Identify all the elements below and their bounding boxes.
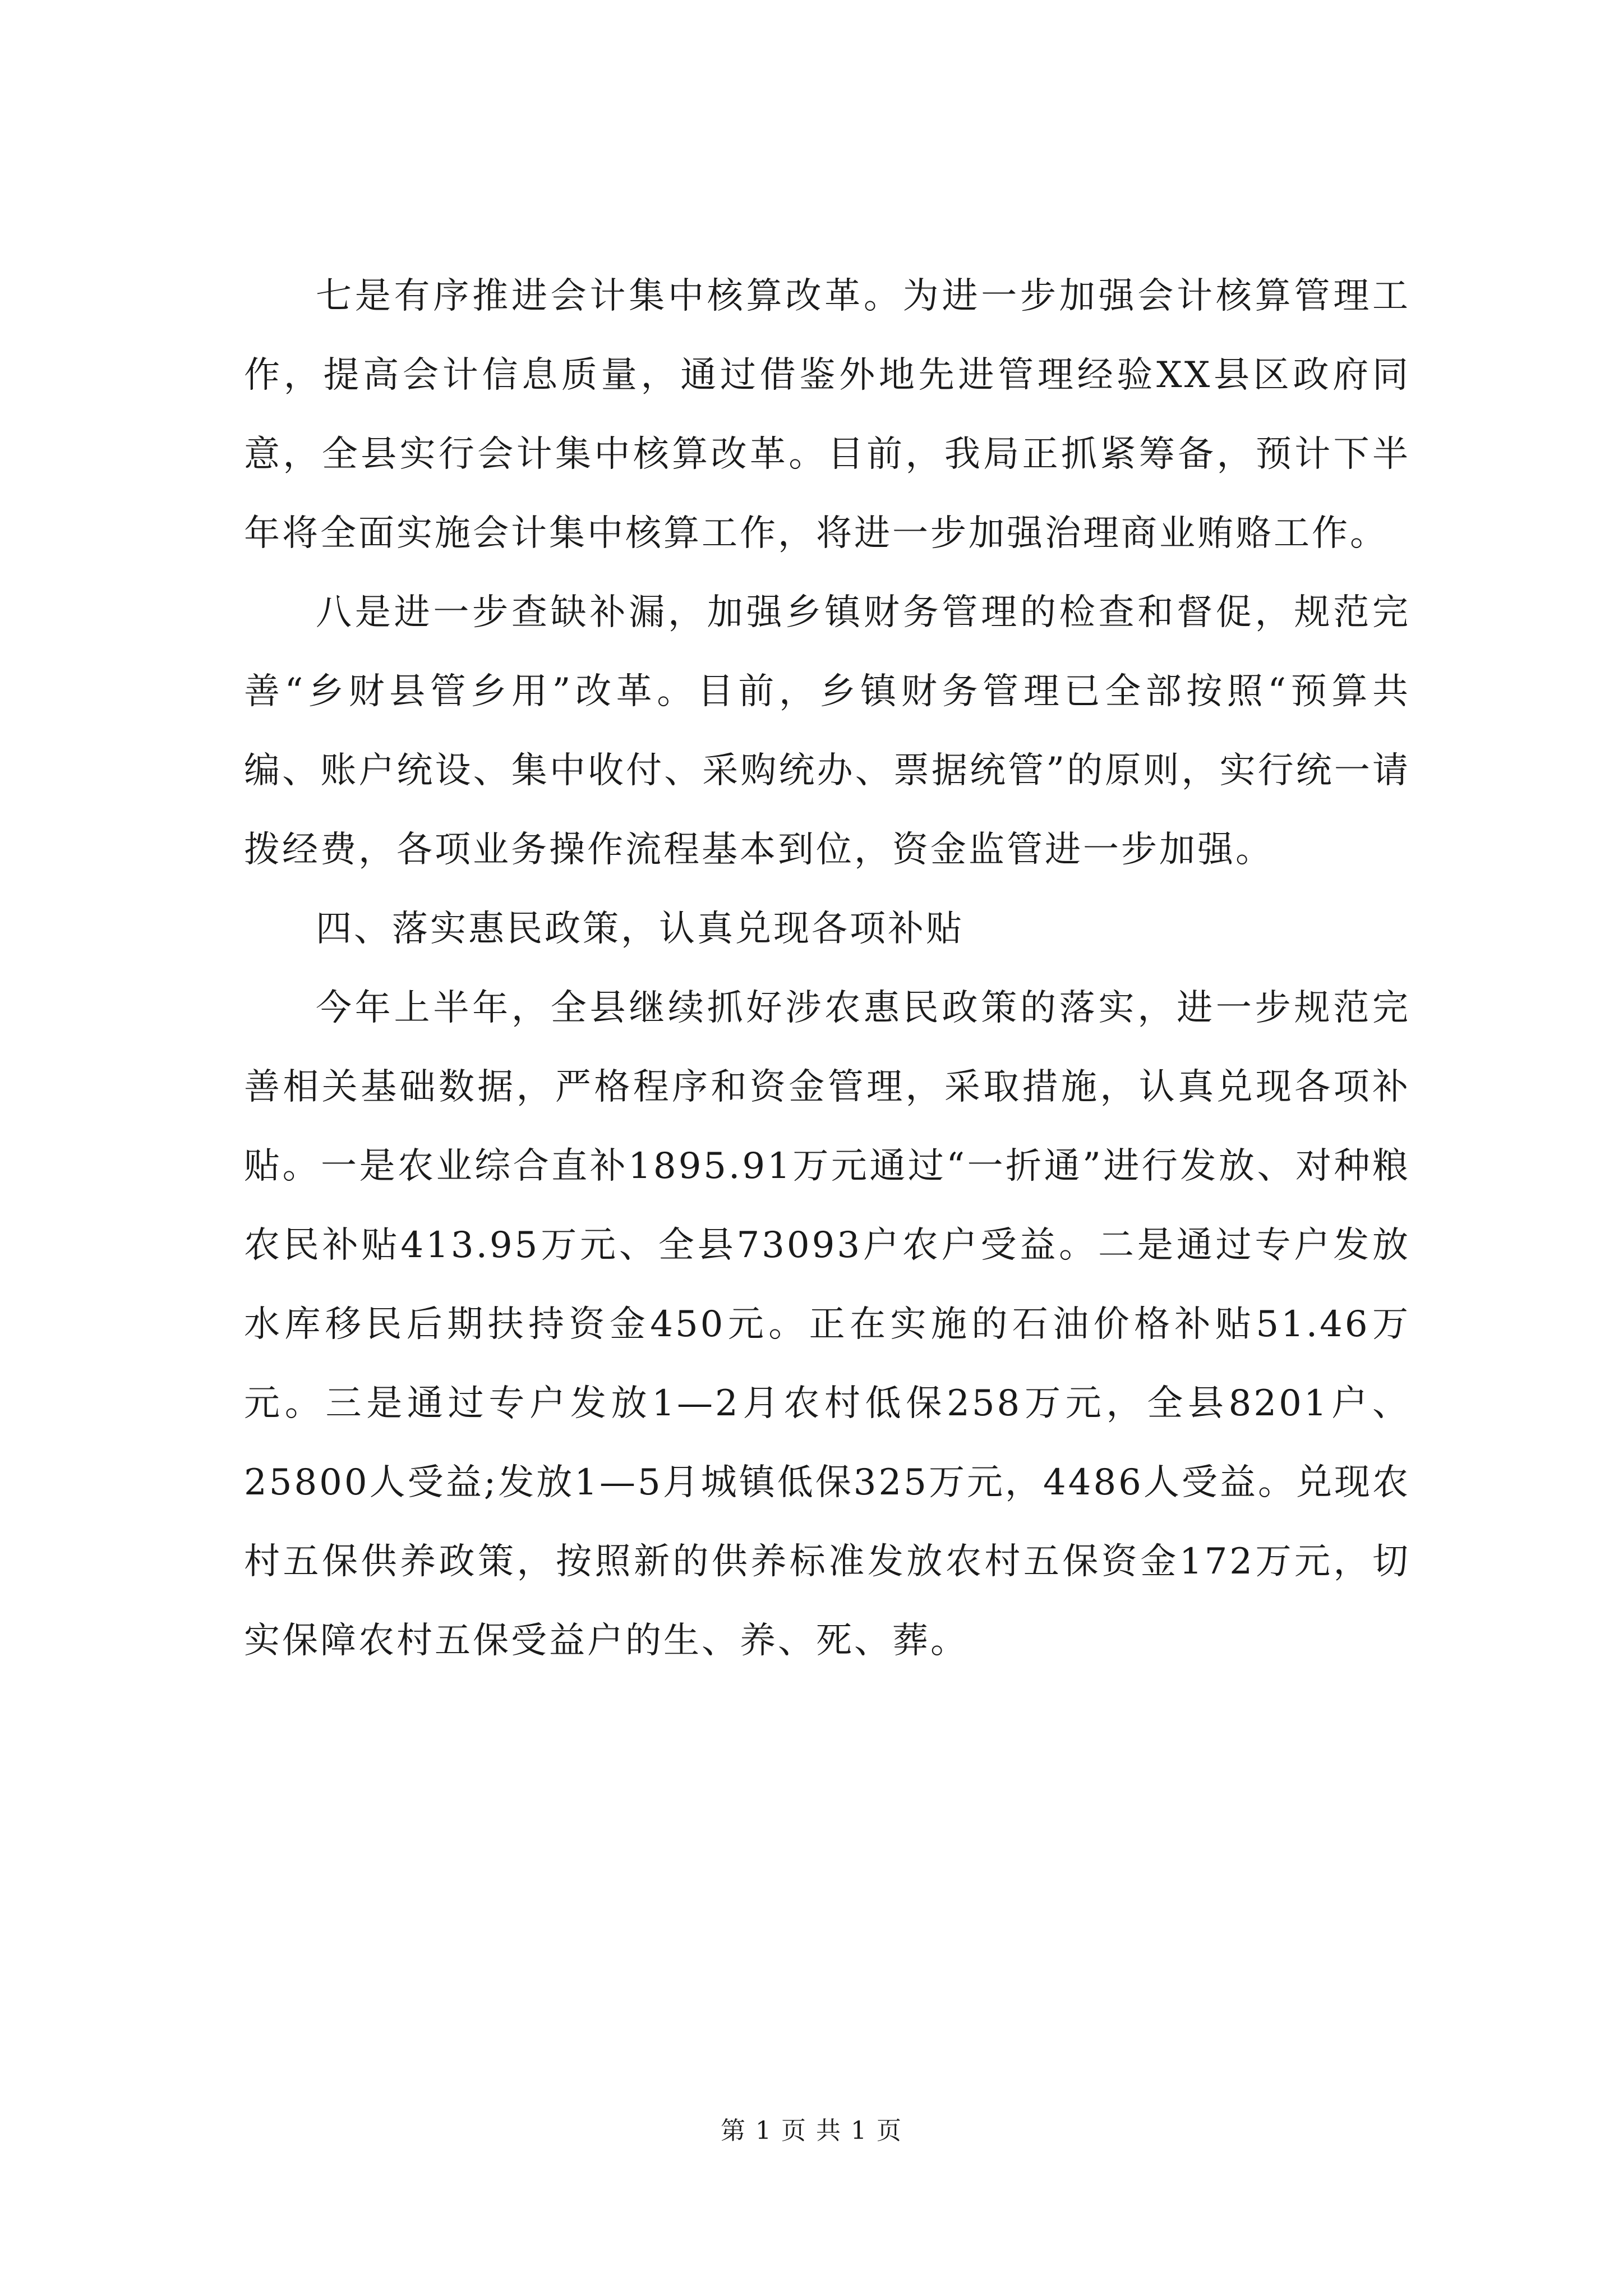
paragraph-accounting-reform: 七是有序推进会计集中核算改革。为进一步加强会计核算管理工作，提高会计信息质量，通过借鉴外地先进管理经验XX县区政府同意，全县实行会计集中核算改革。目前，我局正抓紧筹备，预计下半年将全面实施会计集中核算工作，将进一步加强治理商业贿赂工作。 (244, 275, 1410, 554)
section-heading-subsidies: 四、落实惠民政策，认真兑现各项补贴 (316, 908, 964, 950)
page-footer: 第 1 页 共 1 页 (721, 2116, 902, 2145)
paragraph-subsidies: 今年上半年，全县继续抓好涉农惠民政策的落实，进一步规范完善相关基础数据，严格程序和资金管理，采取措施，认真兑现各项补贴。一是农业综合直补1895.91万元通过“一折通”进行发放、对种粮农民补贴413.95万元、全县73093户农户受益。二是通过专户发放水库移民后期扶持资金450元。正在实施的石油价格补贴51.46万元。三是通过专户发放1—2月农村低保258万元，全县8201户、25800人受益;发放1—5月城镇低保325万元，4486人受益。兑现农村五保供养政策，按照新的供养标准发放农村五保资金172万元，切实保障农村五保受益户的生、养、死、葬。 (244, 987, 1410, 1662)
paragraph-township-finance: 八是进一步查缺补漏，加强乡镇财务管理的检查和督促，规范完善“乡财县管乡用”改革。目前，乡镇财务管理已全部按照“预算共编、账户统设、集中收付、采购统办、票据统管”的原则，实行统一请拨经费，各项业务操作流程基本到位，资金监管进一步加强。 (244, 592, 1410, 871)
document-body (244, 257, 1410, 1681)
